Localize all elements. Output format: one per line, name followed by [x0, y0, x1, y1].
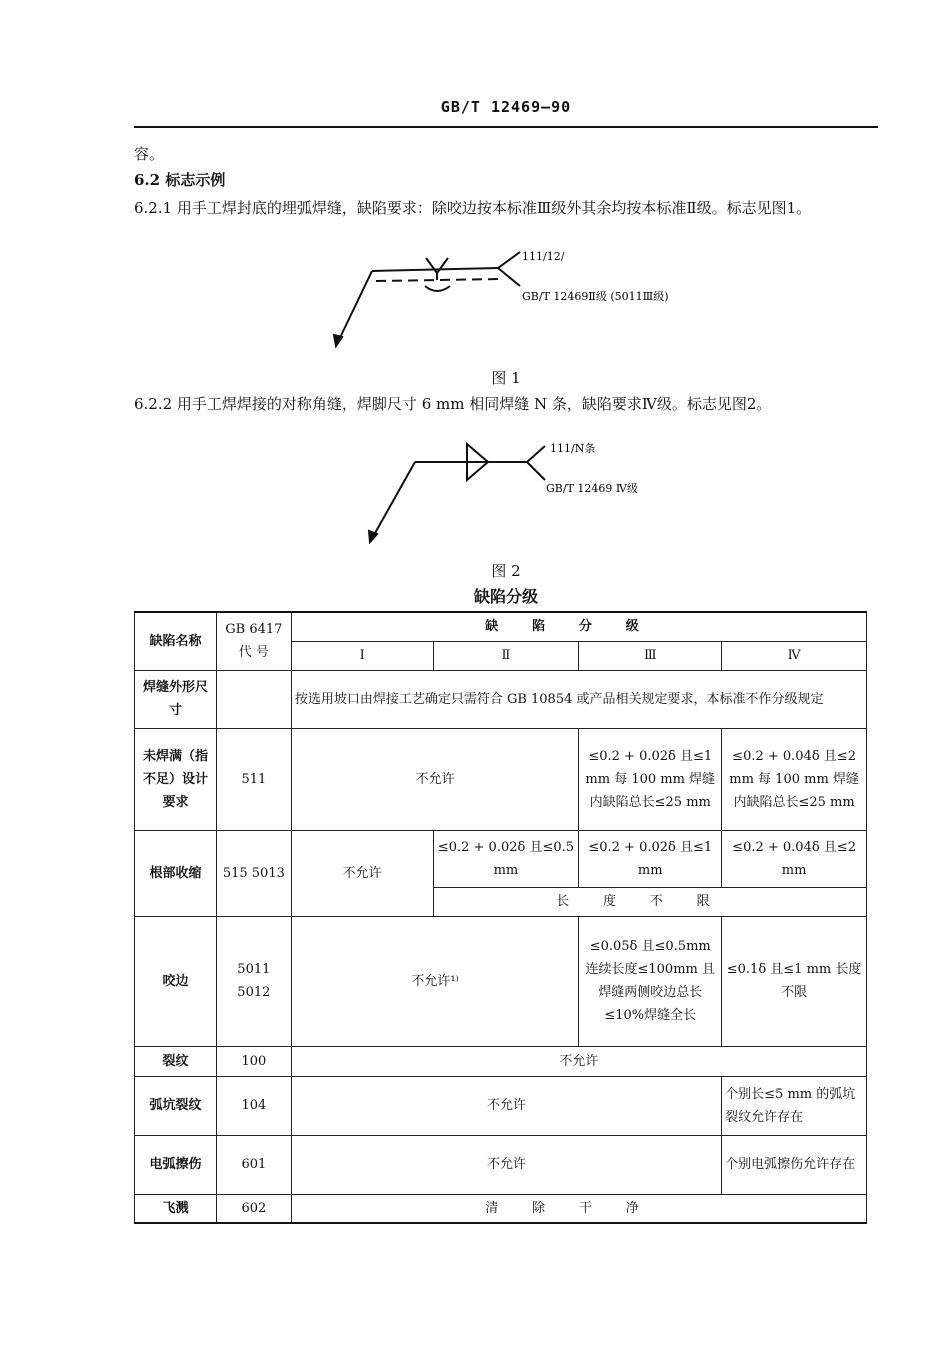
table-row	[135, 830, 867, 887]
figure-2-weld-symbol	[360, 434, 680, 548]
standard-header: GB/T 12469—90	[440, 98, 572, 116]
figure-1-lower-label: GB/T 12469Ⅱ级 (5011Ⅲ级)	[522, 290, 669, 303]
row-crack-all: 不允许	[291, 1046, 866, 1076]
table-row	[135, 1076, 867, 1135]
table-row	[135, 1194, 867, 1223]
row-crater-grade-4: 个别长≤5 mm 的弧坑裂纹允许存在	[722, 1076, 867, 1135]
row-strike-grade-4: 个别电弧擦伤允许存在	[722, 1135, 867, 1194]
row-undercut-grade-4: ≤0.1δ 且≤1 mm 长度不限	[722, 916, 867, 1046]
row-shape-name: 焊缝外形尺寸	[135, 670, 217, 728]
header-gb-code: GB 6417 代 号	[216, 612, 291, 670]
row-underfill-name: 未焊满（指不足）设计要求	[135, 728, 217, 830]
row-shape-code	[216, 670, 291, 728]
row-crater-grade-1-3: 不允许	[291, 1076, 721, 1135]
figure-1-weld-symbol	[320, 244, 720, 356]
row-strike-grade-1-3: 不允许	[291, 1135, 721, 1194]
grade-iv: Ⅳ	[722, 641, 867, 670]
figure-1-upper-label: 111/12/	[522, 250, 565, 263]
continuation-text: 容。	[134, 145, 165, 163]
row-undercut-grade-3: ≤0.05δ 且≤0.5mm 连续长度≤100mm 且焊缝两侧咬边总长≤10%焊缝全长	[579, 916, 722, 1046]
table-row	[135, 1046, 867, 1076]
table-row	[135, 670, 867, 728]
row-shrink-grade-4: ≤0.2 + 0.04δ 且≤2 mm	[722, 830, 867, 887]
row-crack-code: 100	[216, 1046, 291, 1076]
row-undercut-code: 5011 5012	[216, 916, 291, 1046]
row-underfill-grade-3: ≤0.2 + 0.02δ 且≤1 mm 每 100 mm 焊缝内缺陷总长≤25 mm	[579, 728, 722, 830]
row-shrink-grade-1: 不允许	[291, 830, 433, 916]
defect-grade-table	[134, 611, 867, 1224]
figure-1-caption: 图 1	[491, 369, 521, 387]
figure-2-lower-label: GB/T 12469 Ⅳ级	[546, 482, 638, 495]
table-row	[135, 1135, 867, 1194]
row-undercut-grade-1-2: 不允许¹⁾	[291, 916, 579, 1046]
row-underfill-grade-1-2: 不允许	[291, 728, 579, 830]
table-row	[135, 728, 867, 830]
figure-2-caption: 图 2	[491, 562, 521, 580]
row-shrink-name: 根部收缩	[135, 830, 217, 916]
row-shrink-length: 长度不限	[433, 887, 866, 916]
header-rule	[134, 126, 878, 128]
row-strike-name: 电弧擦伤	[135, 1135, 217, 1194]
row-shrink-grade-2: ≤0.2 + 0.02δ 且≤0.5 mm	[433, 830, 579, 887]
row-shrink-code: 515 5013	[216, 830, 291, 916]
row-crater-code: 104	[216, 1076, 291, 1135]
header-defect-name: 缺陷名称	[135, 612, 217, 670]
row-spatter-code: 602	[216, 1194, 291, 1223]
table-title: 缺陷分级	[473, 587, 538, 606]
grade-ii: Ⅱ	[433, 641, 579, 670]
row-crack-name: 裂纹	[135, 1046, 217, 1076]
row-crater-name: 弧坑裂纹	[135, 1076, 217, 1135]
row-shrink-grade-3: ≤0.2 + 0.02δ 且≤1 mm	[579, 830, 722, 887]
row-spatter-all: 清除干净	[291, 1194, 866, 1223]
row-spatter-name: 飞溅	[135, 1194, 217, 1223]
figure-2-upper-label: 111/N条	[550, 442, 596, 455]
section-6-2-2-text: 6.2.2 用手工焊焊接的对称角缝，焊脚尺寸 6 mm 相同焊缝 N 条，缺陷要求Ⅳ级。标志见图2。	[134, 395, 772, 413]
row-undercut-name: 咬边	[135, 916, 217, 1046]
grade-i: Ⅰ	[291, 641, 433, 670]
row-underfill-grade-4: ≤0.2 + 0.04δ 且≤2 mm 每 100 mm 焊缝内缺陷总长≤25 mm	[722, 728, 867, 830]
section-6-2-1-text: 6.2.1 用手工焊封底的埋弧焊缝，缺陷要求：除咬边按本标准Ⅲ级外其余均按本标准Ⅱ级。标志见图1。	[134, 199, 812, 217]
row-underfill-code: 511	[216, 728, 291, 830]
section-6-2-heading: 6.2 标志示例	[134, 171, 226, 189]
grade-iii: Ⅲ	[579, 641, 722, 670]
row-shape-text: 按选用坡口由焊接工艺确定只需符合 GB 10854 或产品相关规定要求，本标准不作分级规定	[291, 670, 866, 728]
row-strike-code: 601	[216, 1135, 291, 1194]
table-row	[135, 916, 867, 1046]
header-defect-grade: 缺陷分级	[291, 612, 866, 641]
